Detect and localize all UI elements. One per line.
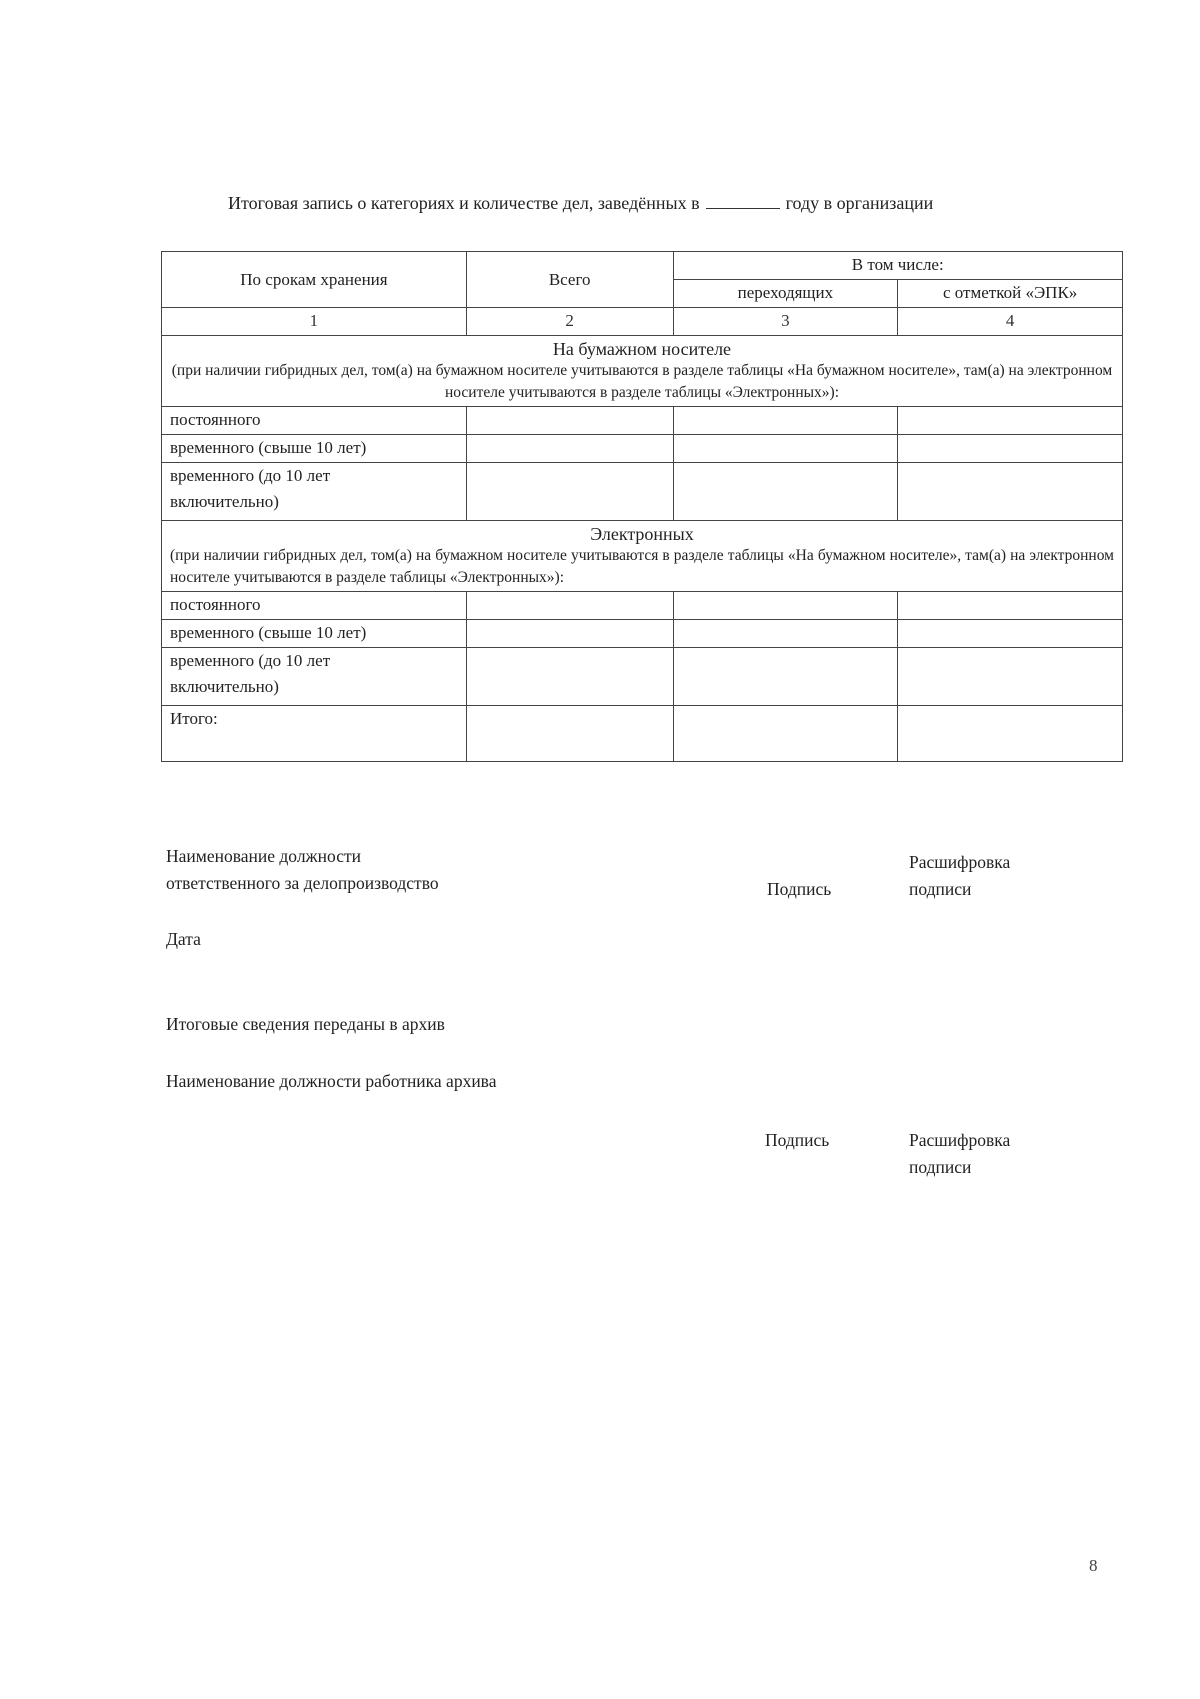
section-electronic xyxy=(162,521,1123,592)
archive-position: Наименование должности работника архива xyxy=(166,1071,497,1091)
row-label: временного (до 10 лет включительно) xyxy=(162,463,467,521)
signature-decode xyxy=(909,1127,1010,1181)
signature-label: Подпись xyxy=(767,879,832,899)
signature-decode-line1: Расшифровка xyxy=(909,1130,1011,1150)
year-blank-line xyxy=(706,194,780,209)
header-carryover: переходящих xyxy=(673,280,898,308)
section-electronic-note: (при наличии гибридных дел, том(а) на бумажном носителе учитываются в разделе таблицы «На бумажном носителе», там(а) на электронном носителе учитываются в разделе таблицы «Электронных»): xyxy=(170,547,1114,586)
signature-label: Подпись xyxy=(765,1130,830,1150)
row-label: временного (до 10 лет включительно) xyxy=(162,648,467,706)
table-cell xyxy=(898,620,1123,648)
section-electronic-title: Электронных xyxy=(590,524,694,544)
table-cell xyxy=(466,648,673,706)
signature-decode-line2: подписи xyxy=(909,879,972,899)
section-paper-title: На бумажном носителе xyxy=(552,339,732,359)
table-cell xyxy=(466,706,673,762)
header-retention-period: По срокам хранения xyxy=(162,252,467,308)
table-cell xyxy=(673,620,898,648)
total-label: Итого: xyxy=(162,706,467,762)
section-paper xyxy=(162,336,1123,407)
table-cell xyxy=(466,463,673,521)
responsible-position-line1: Наименование должности xyxy=(166,846,361,866)
table-cell xyxy=(898,435,1123,463)
header-epk-mark: с отметкой «ЭПК» xyxy=(898,280,1123,308)
table-cell xyxy=(466,435,673,463)
header-total: Всего xyxy=(466,252,673,308)
responsible-position-line2: ответственного за делопроизводство xyxy=(166,873,439,893)
records-table xyxy=(161,251,1123,762)
column-number: 2 xyxy=(466,308,673,336)
column-number: 3 xyxy=(673,308,898,336)
date-label: Дата xyxy=(166,929,201,949)
table-cell xyxy=(673,706,898,762)
title-text-before: Итоговая запись о категориях и количестве дел, заведённых в xyxy=(228,193,700,213)
table-cell xyxy=(898,592,1123,620)
table-cell xyxy=(898,706,1123,762)
row-label: временного (свыше 10 лет) xyxy=(162,620,467,648)
table-cell xyxy=(673,463,898,521)
signature-decode-line1: Расшифровка xyxy=(909,852,1011,872)
section-paper-note: (при наличии гибридных дел, том(а) на бумажном носителе учитываются в разделе таблицы «На бумажном носителе», там(а) на электронном носителе учитываются в разделе таблицы «Электронных»): xyxy=(171,362,1113,401)
table-cell xyxy=(466,620,673,648)
header-including: В том числе: xyxy=(673,252,1122,280)
row-label: постоянного xyxy=(162,407,467,435)
table-cell xyxy=(673,435,898,463)
table-cell xyxy=(898,407,1123,435)
table-cell xyxy=(466,592,673,620)
responsible-position xyxy=(166,843,439,897)
table-cell xyxy=(673,592,898,620)
transfer-text: Итоговые сведения переданы в архив xyxy=(166,1014,445,1034)
table-cell xyxy=(673,648,898,706)
table-cell xyxy=(898,648,1123,706)
table-cell xyxy=(673,407,898,435)
column-number: 1 xyxy=(162,308,467,336)
column-number: 4 xyxy=(898,308,1123,336)
row-label: постоянного xyxy=(162,592,467,620)
signature-decode xyxy=(909,849,1010,903)
table-cell xyxy=(898,463,1123,521)
row-label: временного (свыше 10 лет) xyxy=(162,435,467,463)
signature-decode-line2: подписи xyxy=(909,1157,972,1177)
page-number: 8 xyxy=(1089,1556,1098,1575)
document-title xyxy=(228,193,933,214)
title-text-after: году в организации xyxy=(785,193,934,213)
table-cell xyxy=(466,407,673,435)
